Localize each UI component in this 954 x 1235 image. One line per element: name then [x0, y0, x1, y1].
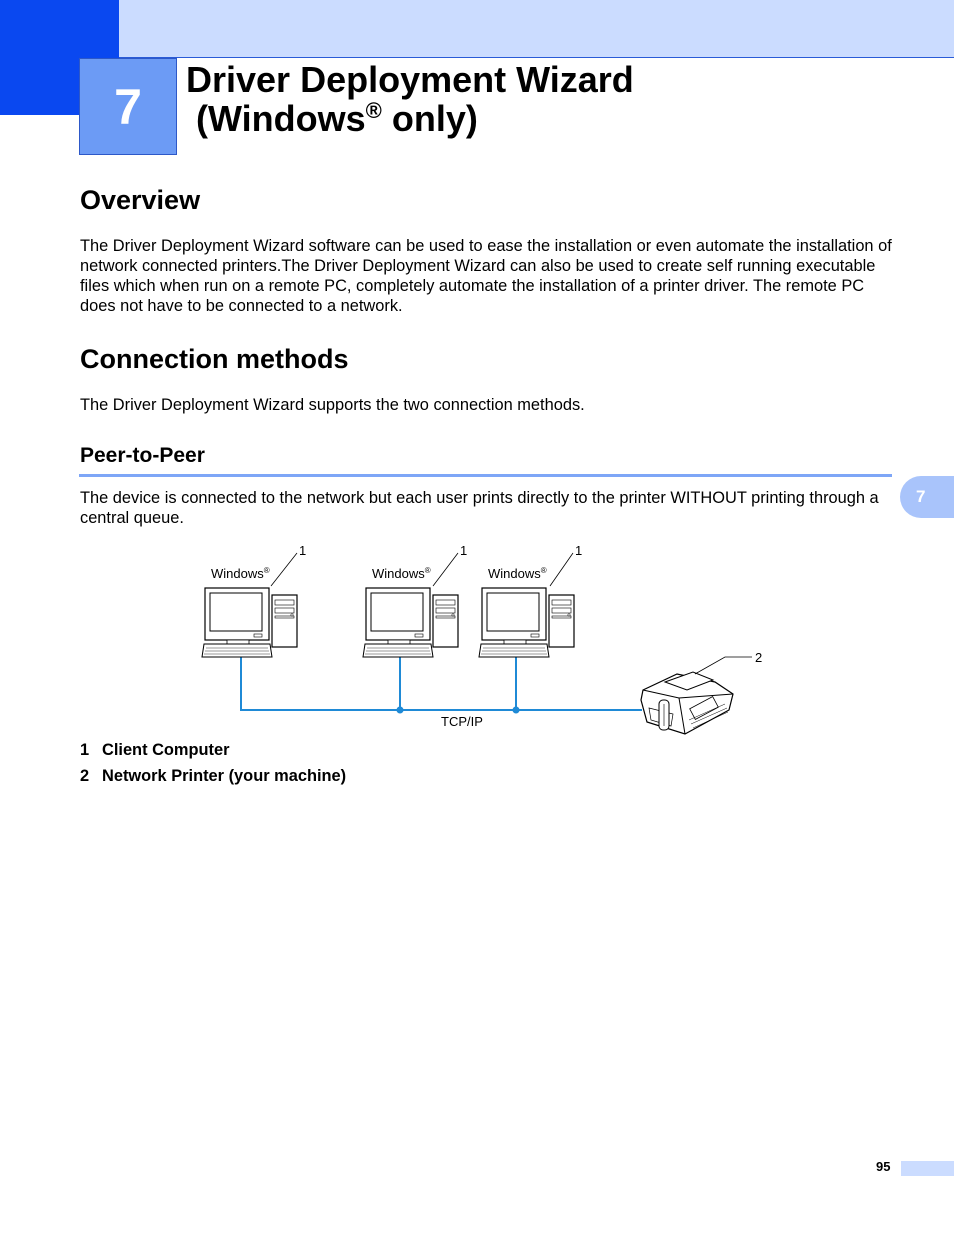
client-computer-1 [202, 588, 297, 657]
page-title [186, 60, 634, 138]
callout-2: 2 [755, 650, 763, 665]
callout-line-2 [433, 553, 458, 586]
callout-line-1 [271, 553, 297, 586]
callout-1c: 1 [575, 543, 583, 558]
cable-junction-2 [513, 707, 520, 714]
title-windows: (Windows [196, 98, 366, 139]
title-only: only) [381, 98, 478, 139]
callout-line-3 [550, 553, 573, 586]
overview-heading: Overview [80, 185, 201, 215]
legend-label-2: Network Printer (your machine) [102, 767, 347, 785]
network-printer-icon [641, 672, 733, 734]
network-diagram [195, 540, 775, 740]
callout-1b: 1 [460, 543, 468, 558]
overview-paragraph: The Driver Deployment Wizard software can be used to ease the installation or even automate the installation of network connected printers.The Driver Deployment Wizard can also be used to create self running executable files which when run on a remote PC, completely automate the installation of a printer driver. The remote PC does not have to be connected to a network. [80, 237, 892, 315]
chapter-side-tab[interactable] [900, 476, 954, 518]
peer-to-peer-paragraph: The device is connected to the network but each user prints directly to the printer WITHOUT printing through a central queue. [80, 489, 879, 527]
chapter-number: 7 [114, 78, 142, 135]
title-registered-mark: ® [365, 98, 382, 123]
chapter-number-box [79, 58, 177, 155]
page-number: 95 [876, 1159, 891, 1174]
cable-junction-1 [397, 707, 404, 714]
legend-label-1: Client Computer [102, 741, 230, 759]
footer-bar [901, 1161, 954, 1176]
tcpip-cable [241, 656, 642, 710]
title-line2 [186, 99, 634, 138]
client-2-os-label: Windows® [372, 566, 431, 581]
title-line1: Driver Deployment Wizard [186, 59, 634, 100]
client-3-os-label: Windows® [488, 566, 547, 581]
section-rule [79, 474, 892, 477]
header-band [0, 0, 954, 58]
legend-item-1 [80, 741, 229, 760]
callout-line-printer [695, 657, 752, 674]
client-computer-3 [479, 588, 574, 657]
network-label: TCP/IP [441, 714, 483, 729]
connection-methods-paragraph: The Driver Deployment Wizard supports the two connection methods. [80, 396, 585, 414]
peer-to-peer-heading: Peer-to-Peer [80, 444, 205, 467]
client-computer-2 [363, 588, 458, 657]
legend-number-2: 2 [80, 767, 90, 785]
callout-1a: 1 [299, 543, 307, 558]
legend-number-1: 1 [80, 741, 90, 759]
client-1-os-label: Windows® [211, 566, 270, 581]
side-tab-label: 7 [916, 487, 926, 506]
legend-item-2 [80, 767, 346, 786]
connection-methods-heading: Connection methods [80, 344, 349, 374]
